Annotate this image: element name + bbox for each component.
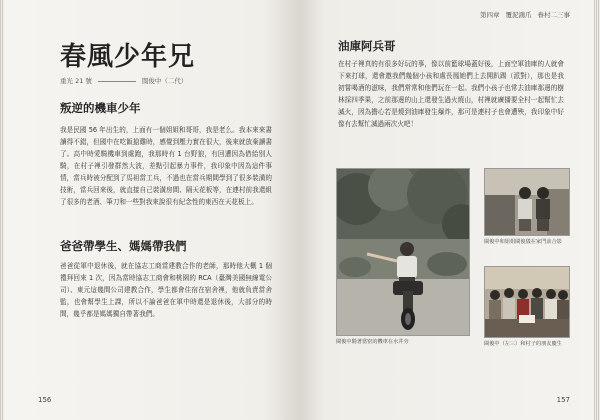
interviewee-name: 閩俊中（二代） xyxy=(141,77,188,85)
photo-caption-birthday: 閩俊中（左三）和村子的朋友慶生 xyxy=(484,341,562,347)
photo-caption-motorcycle: 閩俊中騎著當密的機車在水井旁 xyxy=(336,339,409,345)
running-head-title: 眷村二三事 xyxy=(537,11,570,19)
photo-siblings xyxy=(484,168,570,236)
photo-caption-siblings: 閩俊中和姐姐閩俊儀在家門前合影 xyxy=(484,239,562,245)
page-edge-right xyxy=(594,0,600,420)
chapter-title: 春風少年兄 xyxy=(60,42,196,72)
paragraph-parents: 爸爸從軍中退休後，就在協志工商當建教合作的老師，那時他大概 1 個禮拜回來 1 次，因為當時協志工商會和桃園的 RCA（臺灣美國無線電公司）、東元這幾間公司建教合作，學生都會住宿在宿舍裡，他就負責當舍監，也會幫學生上課，所以不論爸爸在軍中時還是退休後，大部分的時間，幾乎都是媽媽獨自帶著我們。 xyxy=(60,262,272,318)
house-number: 重光 21 號 xyxy=(60,77,92,85)
meta-divider xyxy=(98,81,136,82)
page-number-right: 157 xyxy=(556,396,570,404)
section-heading-parents: 爸爸帶學生、媽媽帶我們 xyxy=(60,239,187,253)
right-page xyxy=(300,0,600,420)
interviewee-meta xyxy=(60,76,187,85)
birthday-photo-image xyxy=(485,267,569,337)
running-head xyxy=(480,10,570,19)
photo-birthday xyxy=(484,266,570,338)
photo-motorcycle xyxy=(336,168,470,336)
section-heading-rebel: 叛逆的機車少年 xyxy=(60,101,141,115)
paragraph-oil-depot: 在村子裡真的有很多好玩的事，像以前籃球場蓋好後，上面空軍油庫的人就會下來打球，還會邀我們幾個小孩和處長鳳她們上去開趴踢（派對），那也是我初嘗喝酒的滋味，我們常常和他們玩在一起。我們小孩子也常去油庫那邊的樹林採四季果，之前那邊的山上還發生過火燒山，村裡就廣播要全村一起幫忙去滅火，因為擔心若是燒到油庫發生爆炸，那可是連村子也會遭殃，我印象中好像有去幫忙滅過兩次火吧！ xyxy=(338,60,564,128)
paragraph-rebel: 我是民國 56 年出生的，上面有一個姐姐和哥哥，我是老么。我本來來書讀得不錯，但國中在吃飯搶雞時，感覺到壓力實在很大，後來就放棄讀書了。高中時愛騎機車到處跑，我那時有 1 台野狼，有回遭因為借給別人騎，在村子裡引發群然大波，差點引起暴力事件，我印象中因為這件事情，當兵時被分配到了馬祖當工兵，不過也在當兵期間學到了很多裝潢的技術，當兵回來後，就直接自己裝潢房間、隔天花板等，在連村前我還組了很多的老酒、筆刀和一些對我來說很有紀念性的東西在天花板上。 xyxy=(60,126,272,206)
motorcycle-photo-image xyxy=(337,169,469,335)
page-edge-left xyxy=(0,0,4,420)
page-number-left: 156 xyxy=(38,396,52,404)
running-head-chapter: 第四章 xyxy=(480,11,500,19)
siblings-photo-image xyxy=(485,169,569,235)
section-heading-oil-depot: 油庫阿兵哥 xyxy=(338,39,396,53)
running-head-section: 覆泥鴻爪 xyxy=(505,11,532,19)
